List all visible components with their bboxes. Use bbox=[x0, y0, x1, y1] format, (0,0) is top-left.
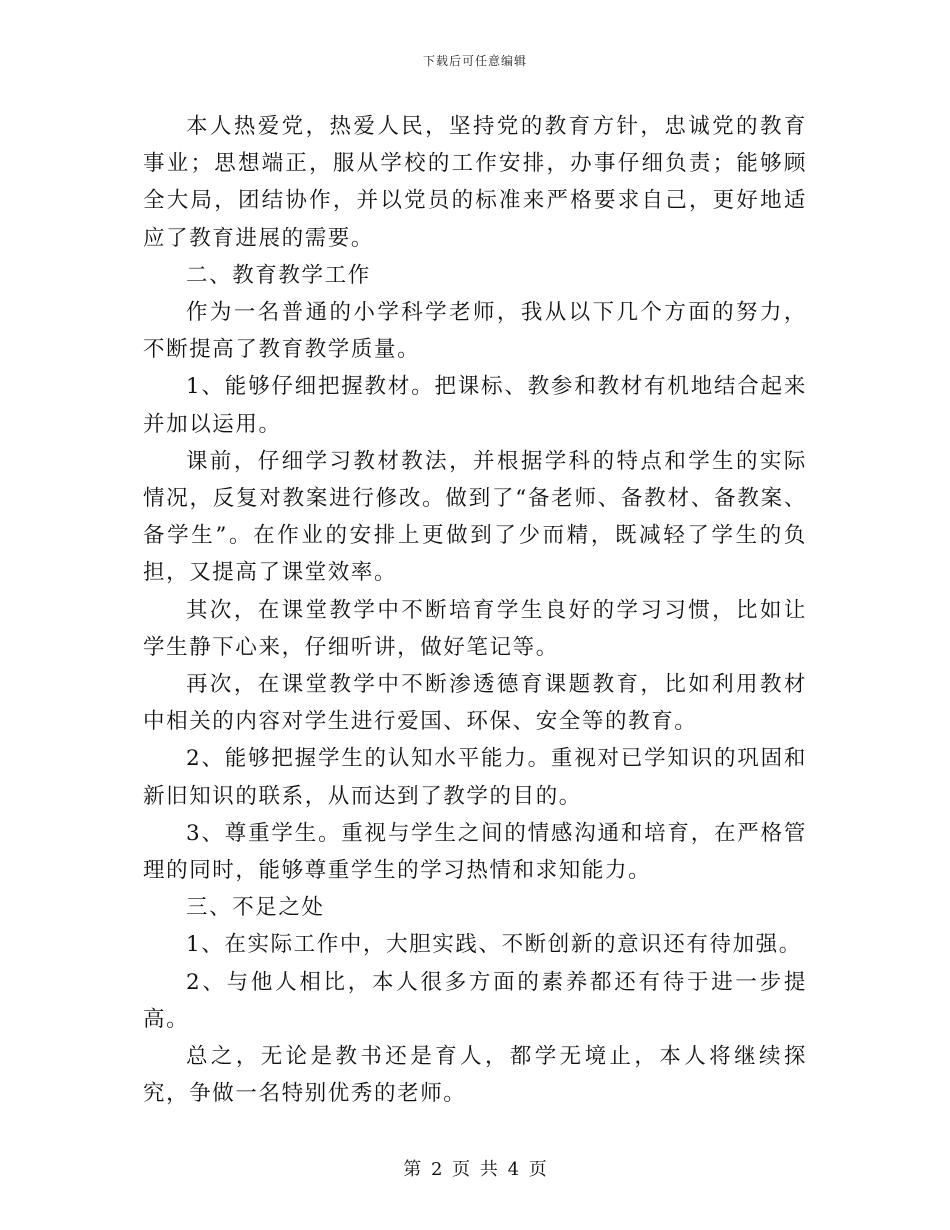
paragraph-point-1-materials: 1、能够仔细把握教材。把课标、教参和教材有机地结合起来并加以运用。 bbox=[143, 374, 807, 437]
paragraph-teaching-intro: 作为一名普通的小学科学老师，我从以下几个方面的努力，不断提高了教育教学质量。 bbox=[143, 300, 807, 363]
paragraph-moral-education: 再次，在课堂教学中不断渗透德育课题教育，比如利用教材中相关的内容对学生进行爱国、环保、安全等的教育。 bbox=[143, 672, 807, 735]
page-header: 下载后可任意编辑 bbox=[422, 54, 527, 68]
paragraph-party-attitude: 本人热爱党，热爱人民，坚持党的教育方针，忠诚党的教育事业；思想端正，服从学校的工作安排，办事仔细负责；能够顾全大局，团结协作，并以党员的标准来严格要求自己，更好地适应了教育进展的需要。 bbox=[143, 114, 807, 251]
paragraph-conclusion: 总之，无论是教书还是育人，都学无境止，本人将继续探究，争做一名特别优秀的老师。 bbox=[143, 1044, 807, 1107]
paragraph-lesson-prep: 课前，仔细学习教材教法，并根据学科的特点和学生的实际情况，反复对教案进行修改。做到了“备老师、备教材、备教案、备学生”。在作业的安排上更做到了少而精，既减轻了学生的负担，又提高了课堂效率。 bbox=[143, 448, 807, 586]
section-heading-shortcomings: 三、不足之处 bbox=[186, 895, 325, 921]
page-footer: 第 2 页 共 4 页 bbox=[403, 1159, 547, 1180]
paragraph-point-2-cognition: 2、能够把握学生的认知水平能力。重视对已学知识的巩固和新旧知识的联系，从而达到了教学的目的。 bbox=[143, 746, 807, 809]
document-body bbox=[143, 108, 807, 1112]
paragraph-point-3-respect: 3、尊重学生。重视与学生之间的情感沟通和培育，在严格管理的同时，能够尊重学生的学习热情和求知能力。 bbox=[143, 820, 807, 884]
paragraph-shortcoming-2: 2、与他人相比，本人很多方面的素养都还有待于进一步提高。 bbox=[143, 969, 807, 1032]
paragraph-study-habits: 其次，在课堂教学中不断培育学生良好的学习习惯，比如让学生静下心来，仔细听讲，做好笔记等。 bbox=[143, 597, 807, 660]
paragraph-shortcoming-1: 1、在实际工作中，大胆实践、不断创新的意识还有待加强。 bbox=[186, 932, 802, 958]
section-heading-teaching-work: 二、教育教学工作 bbox=[186, 262, 371, 288]
